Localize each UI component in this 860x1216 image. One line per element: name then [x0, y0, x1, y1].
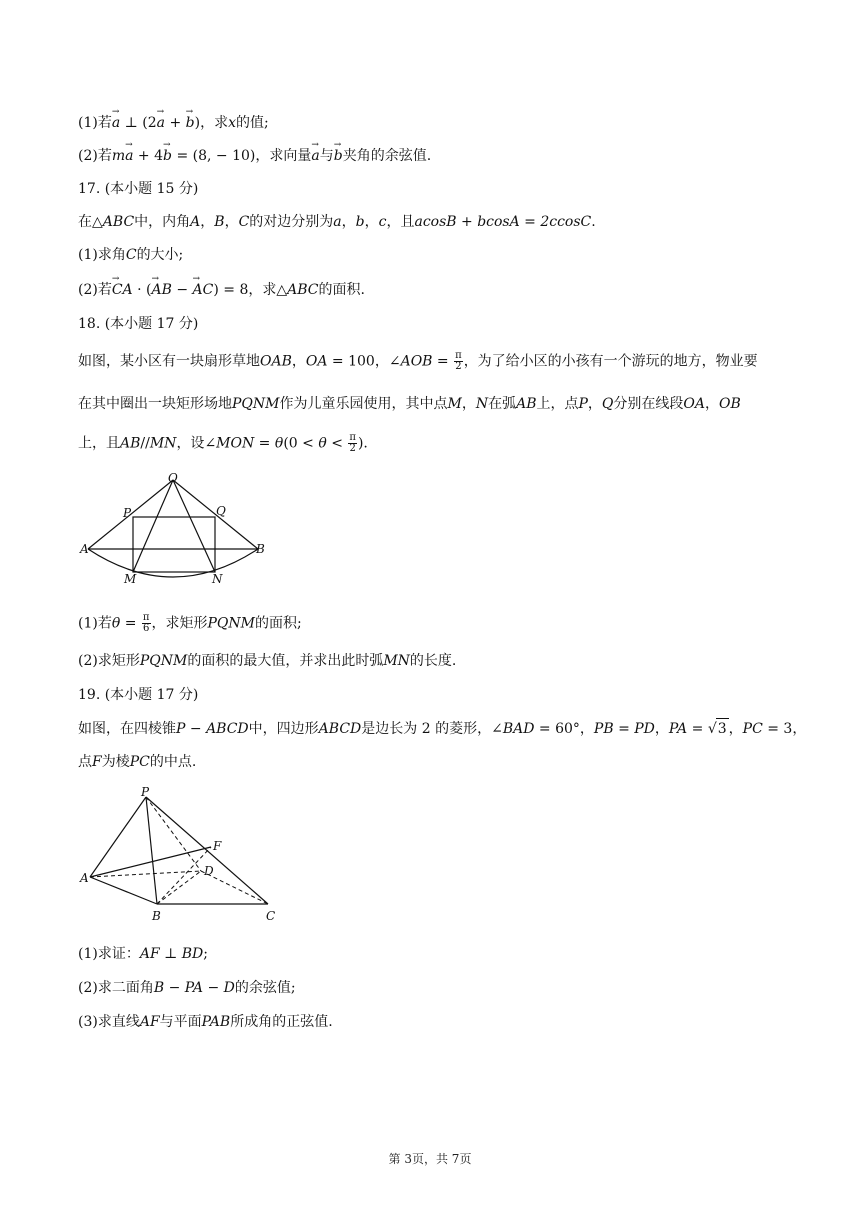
edge-BD-hidden: [157, 871, 201, 904]
label-O: O: [168, 471, 178, 485]
label-A: A: [80, 871, 89, 885]
q19-stem-line1: 如图，在四棱锥P − ABCD中，四边形ABCD是边长为 2 的菱形，∠BAD = 60°，PB = PD，PA = √3 ，PC = 3，: [78, 718, 806, 739]
label-B: B: [152, 909, 161, 923]
label-B: B: [256, 542, 265, 556]
q16-part1: (1)若→ a ⊥ (2→ a + → b)，求x的值;: [78, 113, 269, 133]
label-N: N: [212, 572, 223, 585]
edge-AD-hidden: [90, 871, 201, 877]
label-F: F: [213, 839, 222, 853]
q17-header: 17. (本小题 15 分): [78, 181, 199, 197]
q18-part2: (2)求矩形PQNM的面积的最大值，并求出此时弧MN的长度.: [78, 653, 457, 669]
q17-part2: (2)若→ CA · (→ AB − → AC) = 8，求△ABC的面积.: [78, 280, 365, 300]
q17-stem: 在△ABC中，内角A，B，C的对边分别为a，b，c，且acosB + bcosA = 2ccosC.: [78, 214, 596, 230]
q19-header: 19. (本小题 17 分): [78, 687, 199, 703]
q17-part1: (1)求角C的大小;: [78, 247, 184, 263]
q16-part2: (2)若m→ a + 4→ b = (8, − 10)，求向量→ a与→ b夹角的余弦值.: [78, 146, 431, 166]
q18-stem-line3: 上，且AB//MN，设∠MON = θ(0 < θ < $\frac{\pi}{2}$ ).: [78, 432, 368, 454]
q19-part3: (3)求直线AF与平面PAB所成角的正弦值.: [78, 1014, 333, 1030]
q19-part2: (2)求二面角B − PA − D的余弦值;: [78, 980, 296, 996]
edge-PD-hidden: [146, 797, 201, 871]
segment-ON: [173, 480, 215, 572]
label-A: A: [80, 542, 89, 556]
sector-figure: [76, 470, 276, 585]
arc-AB: [88, 549, 258, 577]
pyramid-figure: [76, 783, 286, 925]
q19-part1: (1)求证：AF ⊥ BD;: [78, 946, 208, 962]
label-P: P: [141, 785, 150, 799]
edge-PB: [146, 797, 157, 904]
q18-part1: (1)若θ = $\frac{\pi}{6}$ ，求矩形PQNM的面积;: [78, 612, 302, 634]
label-D: D: [204, 864, 214, 878]
segment-BF-hidden: [157, 847, 211, 904]
segment-OM: [133, 480, 173, 572]
q19-stem-line2: 点F为棱PC的中点.: [78, 754, 197, 770]
label-P: P: [123, 506, 132, 520]
label-C: C: [266, 909, 276, 923]
page-footer: 第 3页，共 7页: [388, 1152, 472, 1166]
q18-stem-line1: 如图，某小区有一块扇形草地OAB，OA = 100，∠AOB = $\frac{\pi}{2}$ ，为了给小区的小孩有一个游玩的地方，物业要: [78, 350, 758, 372]
label-Q: Q: [216, 504, 226, 518]
label-M: M: [124, 572, 137, 585]
q18-stem-line2: 在其中圈出一块矩形场地PQNM作为儿童乐园使用，其中点M，N在弧AB上，点P，Q分别在线段OA，OB: [78, 396, 741, 412]
edge-AB: [90, 877, 157, 904]
q18-header: 18. (本小题 17 分): [78, 316, 199, 332]
